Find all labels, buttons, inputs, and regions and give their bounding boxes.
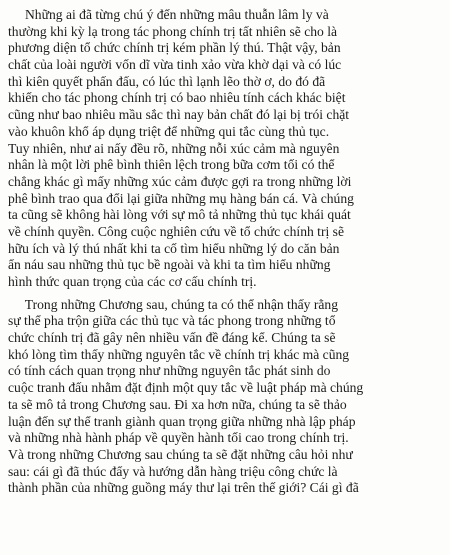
text-line: thành phần của những guồng máy thư lại trên thế giới? Cái gì đã	[8, 480, 359, 496]
text-line: nhân là một lời phê bình thiên lệch trong bữa cơm tối có thể	[8, 157, 335, 173]
text-line: ta cũng sẽ không hài lòng với sự mô tả những thủ tục khái quát	[8, 207, 351, 223]
text-line: phương diện tổ chức chính trị kém phần lý thú. Thật vậy, bản	[8, 40, 341, 56]
text-line: khiến cho tác phong chính trị có bao nhiêu tính cách khác biệt	[8, 90, 346, 106]
text-line: Và trong những Chương sau chúng ta sẽ đặt những câu hỏi như	[8, 446, 353, 462]
text-line: Những ai đã từng chú ý đến những mâu thuẫn lâm ly và	[8, 7, 329, 22]
paragraph-2	[8, 297, 442, 497]
text-line: hình thức quan trọng của các cơ cấu chính trị.	[8, 274, 257, 289]
text-line: Tuy nhiên, như ai nấy đều rõ, những nỗi xúc cảm mà nguyên	[8, 140, 340, 156]
text-line: thì kiên quyết phấn đấu, có lúc thì lạnh lẽo thờ ơ, do đó đã	[8, 73, 326, 89]
text-line: cuộc tranh đấu nhằm đặt định một quy tắc về luật pháp mà chúng	[8, 380, 364, 396]
text-line: chất của loài người vốn dĩ vừa tinh xảo vừa khờ dại và có lúc	[8, 57, 342, 73]
text-line: ẩn náu sau những thủ tục bề ngoài và khi ta tìm hiểu những	[8, 257, 331, 273]
text-line: có tính cách quan trọng như những nguyên tắc phát sinh do	[8, 363, 331, 379]
text-line: chẳng khác gì mấy những xúc cảm được gợi ra trong những lời	[8, 173, 352, 189]
text-line: phê bình trao qua đổi lại giữa những mụ hàng bán cá. Và chúng	[8, 190, 354, 206]
text-line: Trong những Chương sau, chúng ta có thể nhận thấy rằng	[8, 296, 339, 312]
text-line: và những nhà hành pháp về quyền hành tối cao trong chính trị.	[8, 430, 349, 446]
text-line: sau: cái gì đã thúc đẩy và hướng dẫn hàng triệu công chức là	[8, 463, 338, 479]
text-line: luận đến sự thể tranh giành quan trọng giữa những nhà lập pháp	[8, 413, 356, 429]
text-line: chức chính trị đã gây nên nhiều vấn đề đáng kể. Chúng ta sẽ	[8, 330, 336, 346]
paragraph-1	[8, 7, 442, 291]
text-line: cũng như bao nhiêu mầu sắc thì nay bản chất đó lại bị trói chặt	[8, 107, 350, 123]
text-line: vào khuôn khổ áp dụng triệt để những qui tắc cùng thủ tục.	[8, 123, 330, 139]
text-line: về chính quyền. Công cuộc nghiên cứu về tổ chức chính trị sẽ	[8, 223, 344, 239]
text-line: hữu ích và lý thú nhất khi ta cố tìm hiểu những lý do căn bản	[8, 240, 340, 256]
text-line: khó lòng tìm thấy những nguyên tắc về chính trị khác mà cũng	[8, 346, 350, 362]
text-line: ta sẽ mô tả trong Chương sau. Đi xa hơn nữa, chúng ta sẽ thảo	[8, 396, 347, 412]
text-line: thường khi kỳ lạ trong tác phong chính trị tất nhiên sẽ cho là	[8, 23, 338, 39]
text-line: sự thể pha trộn giữa các thủ tục và tác phong trong những tổ	[8, 313, 336, 329]
